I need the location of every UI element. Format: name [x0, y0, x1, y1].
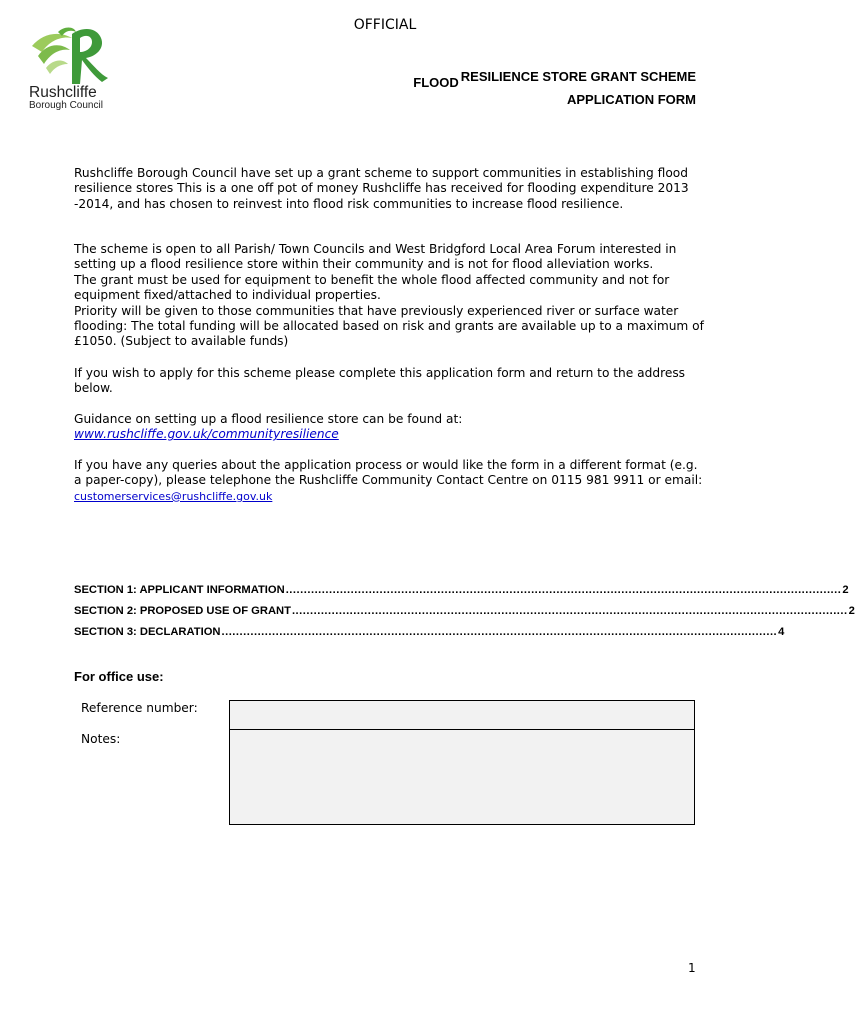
logo-subtitle: Borough Council — [29, 100, 103, 111]
queries-block — [74, 458, 706, 504]
intro-para-2: The scheme is open to all Parish/ Town Councils and West Bridgford Local Area Forum interested in setting up a flood resilience store within their community and is not for flood alleviation works. The grant must be used for equipment to benefit the whole flood affected community and not for equipment fixed/attached to individual properties. Priority will be given to those communities that have previously experienced river or surface water flooding: The total funding will be allocated based on risk and grants are available up to a maximum of £1050. (Subject to available funds) — [74, 242, 706, 350]
intro-para-5: If you wish to apply for this scheme please complete this application form and return to the address below. — [74, 366, 686, 396]
queries-text: If you have any queries about the application process or would like the form in a different format (e.g. a paper-copy), please telephone the Rushcliffe Community Contact Centre on 0115 981 9911 or email: — [74, 458, 703, 488]
toc-entry-section-1[interactable]: SECTION 1: APPLICANT INFORMATION .......................................................................................................................................................... 2 — [74, 584, 849, 596]
guidance-text: Guidance on setting up a flood resilience store can be found at: — [74, 412, 463, 426]
page-number: 1 — [688, 961, 696, 975]
intro-para-3: The grant must be used for equipment to benefit the whole flood affected community and not for equipment fixed/attached to individual properties. — [74, 272, 670, 303]
form-title — [413, 69, 696, 90]
form-title-rest: RESILIENCE STORE GRANT SCHEME — [460, 69, 696, 84]
toc-entry-section-3[interactable]: SECTION 3: DECLARATION .......................................................................................................................................................... 4 — [74, 626, 785, 638]
logo-name: Rushcliffe — [29, 84, 97, 101]
form-title-word: FLOOD — [413, 75, 459, 90]
intro-para-1: Rushcliffe Borough Council have set up a grant scheme to support communities in establishing flood resilience stores This is a one off pot of money Rushcliffe has received for flooding expenditure 2013 -2014, and has chosen to reinvest into flood risk communities to increase flood resilience. — [74, 166, 689, 211]
guidance-block — [74, 412, 706, 443]
notes-field[interactable] — [229, 730, 695, 825]
classification-label: OFFICIAL — [353, 17, 417, 33]
reference-number-field[interactable] — [229, 700, 695, 730]
email-link[interactable]: customerservices@rushcliffe.gov.uk — [74, 489, 273, 503]
notes-label: Notes: — [81, 732, 121, 746]
form-subtitle: APPLICATION FORM — [566, 92, 696, 107]
office-use-heading: For office use: — [74, 669, 164, 684]
toc-entry-section-2[interactable]: SECTION 2: PROPOSED USE OF GRANT .......................................................................................................................................................... 2 — [74, 605, 855, 617]
intro-para-4: Priority will be given to those communities that have previously experienced river or surface water flooding: The total funding will be allocated based on risk and grants are available up to a maximum of £1050. (Subject to available funds) — [74, 303, 704, 349]
reference-number-label: Reference number: — [81, 701, 198, 715]
guidance-link[interactable]: www.rushcliffe.gov.uk/communityresilience — [74, 427, 339, 442]
